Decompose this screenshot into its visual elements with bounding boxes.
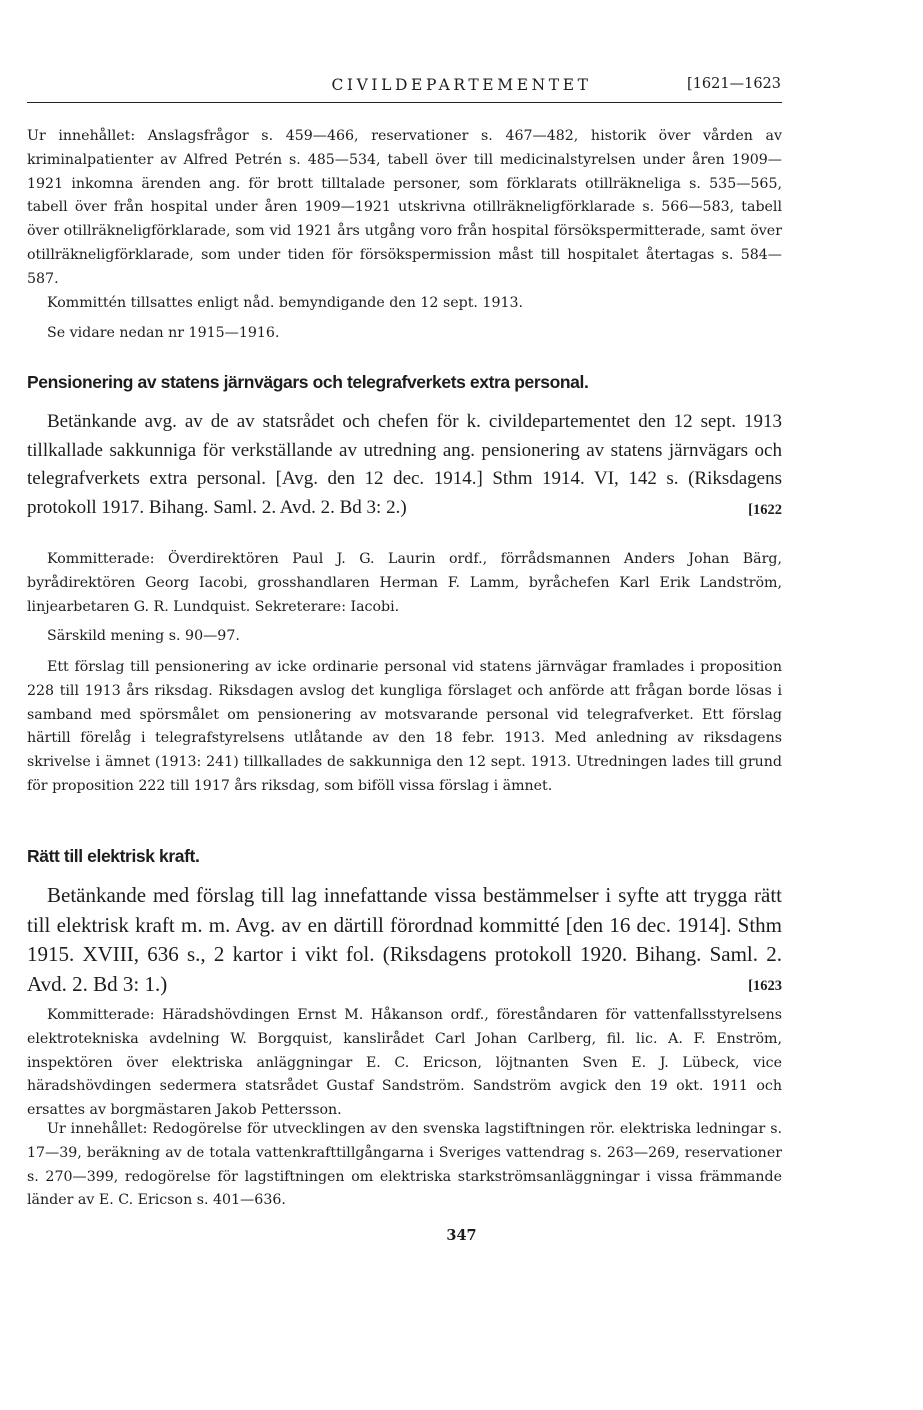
running-header-range: [1621—1623 [687, 76, 781, 92]
entry-1623-citation-text: Betänkande med förslag till lag innefattande vissa bestämmelser i syfte att trygga rätt till elektrisk kraft m. m. Avg. av en därtill förordnad kommitté [den 16 dec. 1914]. Sthm 1915. XVIII, 636 s., 2 kartor i vikt fol. (Riksdagens protokoll 1920. Bihang. Saml. 2. Avd. 2. Bd 3: 1.) [27, 883, 782, 996]
entry-1622-members: Kommitterade: Överdirektören Paul J. G. Laurin ordf., förrådsmannen Anders Johan Bärg, byrådirektören Georg Iacobi, grosshandlaren Herman F. Lamm, byråchefen Karl Erik Landström, linjearbetaren G. R. Lundquist. Sekreterare: Iacobi. [27, 551, 782, 615]
entry-1622-ref-number: [1622 [748, 501, 782, 518]
running-header-title: CIVILDEPARTEMENTET [331, 76, 592, 94]
page-number: 347 [446, 1227, 477, 1244]
entry-1623-citation [27, 881, 782, 1001]
header-rule [27, 102, 782, 103]
entry-1622-summary: Ett förslag till pensionering av icke ordinarie personal vid statens järnvägar framlades i proposition 228 till 1913 års riksdag. Riksdagen avslog det kungliga förslaget och anförde att frågan borde lösas i samband med spörsmålet om pensionering av motsvarande personal vid telegrafverket. Ett förslag härtill förelåg i telegrafstyrelsens utlåtande av den 18 febr. 1913. Med anledning av riksdagens skrivelse i ämnet (1913: 241) tillkallades de sakkunniga den 12 sept. 1913. Utredningen lades till grund för proposition 222 till 1917 års riksdag, som biföll vissa förslag i ämnet. [27, 659, 782, 794]
entry-1623-contents: Ur innehållet: Redogörelse för utvecklingen av den svenska lagstiftningen rör. elektriska ledningar s. 17—39, beräkning av de totala vattenkrafttillgångarna i Sveriges vattendrag s. 263—269, reservationer s. 270—399, redogörelse för lagstiftningen om elektriska starkströmsanläggningar i vissa främmande länder av E. C. Ericson s. 401—636. [27, 1121, 782, 1209]
entry-1623-heading: Rätt till elektrisk kraft. [27, 846, 200, 866]
entry-1622-citation [27, 408, 782, 524]
intro-appointed: Kommittén tillsattes enligt nåd. bemyndigande den 12 sept. 1913. [47, 295, 524, 311]
intro-see-also: Se vidare nedan nr 1915—1916. [47, 325, 280, 341]
entry-1623-members: Kommitterade: Häradshövdingen Ernst M. Håkanson ordf., föreståndaren för vattenfallsstyrelsens elektrotekniska avdelning W. Borgquist, kanslirådet Carl Johan Carlberg, fil. lic. A. F. Enström, inspektören över elektriska anläggningar E. C. Ericson, löjtnanten Sven E. J. Lübeck, vice häradshövdingen sedermera statsrådet Gustaf Sandström. Sandström avgick den 19 okt. 1911 och ersattes av borgmästaren Jakob Pettersson. [27, 1007, 782, 1119]
entry-1622-heading: Pensionering av statens järnvägars och telegrafverkets extra personal. [27, 372, 589, 392]
intro-contents: Ur innehållet: Anslagsfrågor s. 459—466, reservationer s. 467—482, historik över vården av kriminalpatienter av Alfred Petrén s. 485—534, tabell över till medicinalstyrelsen under åren 1909—1921 inkomna ärenden ang. för brott tilltalade personer, som förklarats otillräkneliga s. 535—565, tabell över från hospital under åren 1909—1921 utskrivna otillräkneligförklarade s. 566—583, tabell över otillräkneligförklarade, som vid 1921 års utgång voro från hospital försökspermitterade, samt över otillräkneligförklarade, som under tiden för försökspermission måst till hospitalet återtagas s. 584—587. [27, 128, 782, 287]
entry-1622-dissent: Särskild mening s. 90—97. [47, 628, 240, 644]
entry-1622-citation-text: Betänkande avg. av de av statsrådet och chefen för k. civildepartementet den 12 sept. 1913 tillkallade sakkunniga för verkställande av utredning ang. pensionering av statens järnvägars och telegrafverkets extra personal. [Avg. den 12 dec. 1914.] Sthm 1914. VI, 142 s. (Riksdagens protokoll 1917. Bihang. Saml. 2. Avd. 2. Bd 3: 2.) [27, 411, 782, 518]
entry-1623-ref-number: [1623 [748, 977, 782, 994]
